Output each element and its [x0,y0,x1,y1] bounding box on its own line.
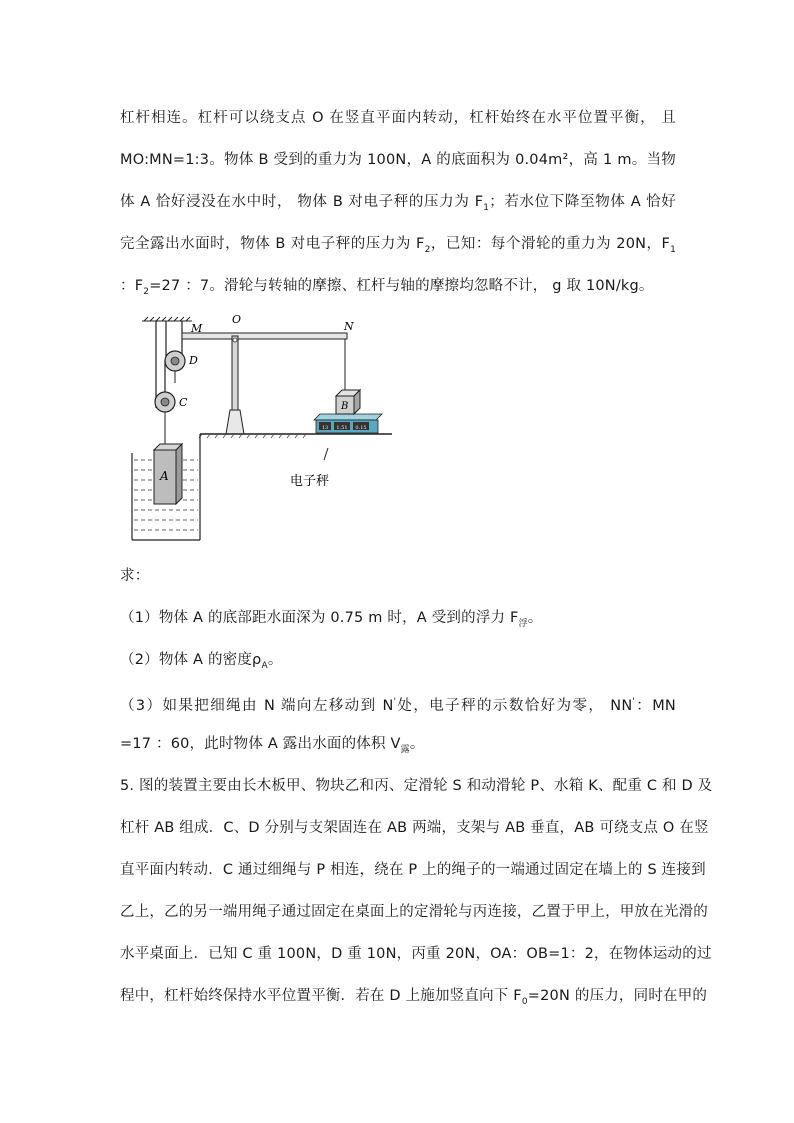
label-d: D [189,354,198,367]
scale-caption: 电子秤 [290,474,330,489]
scale-display-3: 0.15 [355,425,367,431]
ask-label: 求： [120,568,150,584]
problem-5-line-1: 5. 图的装置主要由长木板甲、物块乙和丙、定滑轮 S 和动滑轮 P、水箱 K、配重 C 和 D 及 [120,778,713,794]
label-n: N [344,320,354,333]
label-b: B [341,401,349,412]
problem-5-line-3: 直平面内转动．C 通过细绳与 P 相连，绕在 P 上的绳子的一端通过固定在墙上的 S 连接到 [120,862,706,878]
pulley-c [155,392,175,412]
question-1: （1）物体 A 的底部距水面深为 0.75 m 时，A 受到的浮力 $F_浮$。 [120,610,543,629]
text-line-3: 体 A 恰好浸没在水中时， 物体 B 对电子秤的压力为 $F_1$；若水位下降至物体 A 恰好 [120,194,676,213]
label-o: O [232,313,242,326]
problem-5-line-5: 水平桌面上．已知 C 重 100N，D 重 10N，丙重 20N，OA：OB=1：2，在物体运动的过 [120,946,712,962]
lever-pulley-diagram [120,308,400,548]
scale-display-2: 1.51 [336,425,348,431]
question-2: （2）物体 A 的密度$\rho_A$。 [120,652,283,671]
pointer-line [324,448,328,460]
text-line-5: ：$F_2=27$ ：7。滑轮与转轴的摩擦、杠杆与轴的摩擦均忽略不计， g 取 10N/kg。 [120,278,654,297]
problem-5-line-2: 杠杆 AB 组成．C、D 分别与支架固连在 AB 两端，支架与 AB 垂直，AB 可绕支点 O 在竖 [120,820,709,836]
label-c: C [179,396,188,409]
lever [182,333,347,339]
question-3: （3）如果把细绳由 N 端向左移动到 N'处，电子秤的示数恰好为零， NN'：MN [120,697,676,714]
label-a: A [160,469,169,483]
label-m: M [191,322,203,335]
text-line-1: 杠杆相连。杠杆可以绕支点 O 在竖直平面内转动，杠杆始终在水平位置平衡， 且 [120,110,676,126]
text-line-4: 完全露出水面时，物体 B 对电子秤的压力为 $F_2$，已知：每个滑轮的重力为 20N，$F_1$ [120,236,676,255]
ceiling-support [142,317,192,321]
scale-display-1: 13 [321,425,329,431]
problem-5-line-4: 乙上，乙的另一端用绳子通过固定在桌面上的定滑轮与丙连接，乙置于甲上，甲放在光滑的 [120,904,708,920]
problem-5-line-6: 程中，杠杆始终保持水平位置平衡．若在 D 上施加竖直向下 $F_0=20N$ 的压力，同时在甲的 [120,988,708,1007]
question-3-line-2: =17 ：60，此时物体 A 露出水面的体积 $V_露$。 [120,736,425,755]
fulcrum-stand [226,336,244,434]
pulley-d [165,351,185,371]
text-line-2: MO:MN=1:3。物体 B 受到的重力为 100N，A 的底面积为 0.04m²，高 1 m。当物 [120,152,676,168]
